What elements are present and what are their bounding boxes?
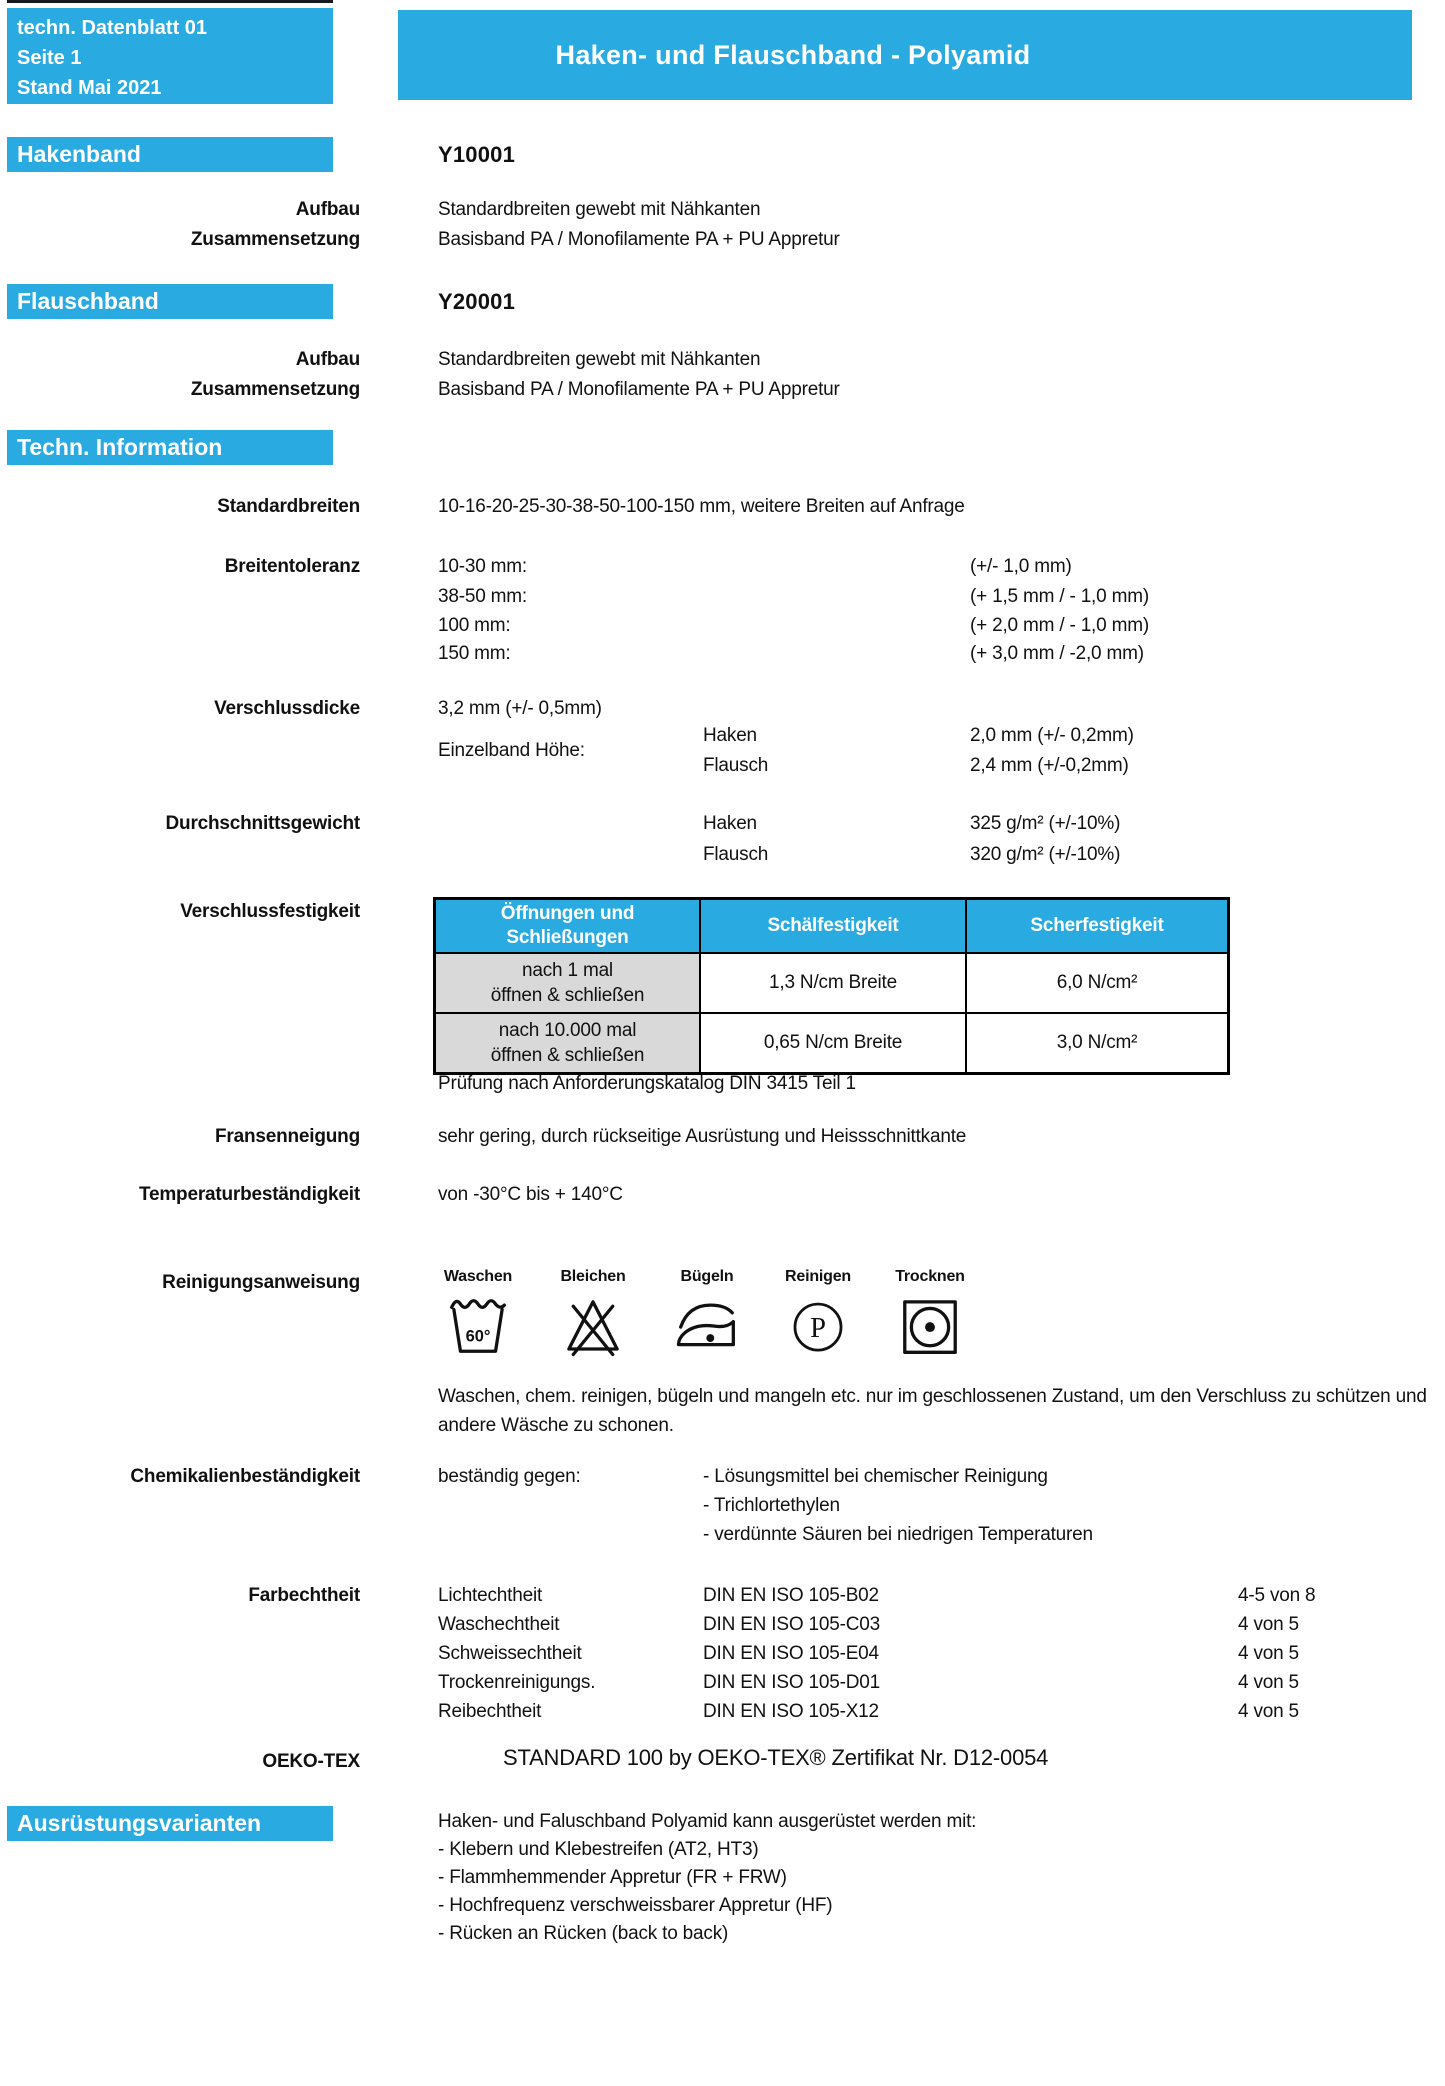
tolerance-value: (+ 3,0 mm / -2,0 mm): [970, 643, 1144, 664]
einzelband-name: Haken: [703, 725, 757, 746]
section-heading: Ausrüstungsvarianten: [17, 1810, 262, 1836]
value-zusammensetzung-flausch: Basisband PA / Monofilamente PA + PU Appretur: [438, 379, 840, 400]
chem-item: - Trichlortethylen: [703, 1495, 840, 1516]
gewicht-name: Haken: [703, 813, 757, 834]
label-standardbreiten: Standardbreiten: [217, 496, 360, 517]
section-bar-hakenband: [7, 137, 333, 172]
peel-cell: 1,3 N/cm Breite: [700, 953, 966, 1013]
oeko-tex-certificate: STANDARD 100 by OEKO-TEX® Zertifikat Nr. D12-0054: [503, 1745, 1049, 1770]
care-symbol-trocknen: [875, 1268, 985, 1360]
label-breitentoleranz: Breitentoleranz: [224, 556, 360, 577]
chem-intro: beständig gegen:: [438, 1466, 581, 1487]
wash-temp-text: 60°: [465, 1327, 491, 1346]
chem-item: - Lösungsmittel bei chemischer Reinigung: [703, 1466, 1048, 1487]
fastness-rating: 4 von 5: [1238, 1643, 1299, 1664]
table-caption: Prüfung nach Anforderungskatalog DIN 3415 Teil 1: [438, 1073, 856, 1094]
info-line-date: Stand Mai 2021: [17, 77, 162, 99]
cycles-cell: [435, 953, 701, 1013]
cell-line: nach 1 mal: [522, 960, 613, 981]
label-einzelband-hoehe: Einzelband Höhe:: [438, 740, 585, 761]
strength-table-header-shear: Scherfestigkeit: [966, 899, 1229, 954]
fastness-norm: DIN EN ISO 105-D01: [703, 1672, 880, 1693]
value-standardbreiten: 10-16-20-25-30-38-50-100-150 mm, weitere Breiten auf Anfrage: [438, 496, 965, 517]
info-line-page: Seite 1: [17, 47, 82, 69]
chem-item: - verdünnte Säuren bei niedrigen Temperaturen: [703, 1524, 1093, 1545]
einzelband-name: Flausch: [703, 755, 769, 776]
label-reinigungsanweisung: Reinigungsanweisung: [162, 1272, 360, 1293]
fastness-name: Trockenreinigungs.: [438, 1672, 596, 1693]
section-heading: Flauschband: [17, 288, 159, 314]
section-bar-ausruestungsvarianten: [7, 1806, 333, 1841]
ausruestung-item: - Hochfrequenz verschweissbarer Appretur (HF): [438, 1895, 833, 1916]
care-symbol-buegeln: [652, 1268, 762, 1360]
gewicht-name: Flausch: [703, 844, 769, 865]
cell-line: öffnen & schließen: [490, 1045, 645, 1066]
gewicht-value: 320 g/m² (+/-10%): [970, 844, 1121, 865]
care-symbol-label: Bügeln: [680, 1268, 734, 1285]
info-line-doc: techn. Datenblatt 01: [17, 17, 208, 39]
tolerance-size: 100 mm:: [438, 615, 511, 636]
dry-clean-p-icon: [784, 1292, 852, 1360]
page-title: Haken- und Flauschband - Polyamid: [555, 39, 1031, 70]
tolerance-value: (+/- 1,0 mm): [970, 556, 1072, 577]
tumble-dry-icon: [896, 1292, 964, 1360]
shear-cell: 3,0 N/cm²: [966, 1013, 1229, 1074]
care-symbol-waschen: [423, 1268, 533, 1360]
label-oeko-tex: OEKO-TEX: [262, 1751, 360, 1772]
header-line: Öffnungen und: [500, 903, 635, 924]
iron-one-dot-icon: [673, 1292, 741, 1360]
section-heading: Techn. Information: [17, 434, 223, 460]
dry-clean-letter: P: [810, 1312, 826, 1344]
tolerance-size: 150 mm:: [438, 643, 511, 664]
fastness-rating: 4 von 5: [1238, 1672, 1299, 1693]
value-zusammensetzung-haken: Basisband PA / Monofilamente PA + PU Appretur: [438, 229, 840, 250]
hakenband-code: Y10001: [438, 142, 516, 167]
fastness-norm: DIN EN ISO 105-X12: [703, 1701, 879, 1722]
section-heading: Hakenband: [17, 141, 141, 167]
value-aufbau-haken: Standardbreiten gewebt mit Nähkanten: [438, 199, 761, 220]
shear-cell: 6,0 N/cm²: [966, 953, 1229, 1013]
value-temperaturbestaendigkeit: von -30°C bis + 140°C: [438, 1184, 623, 1205]
fastness-name: Lichtechtheit: [438, 1585, 543, 1606]
ausruestung-item: - Rücken an Rücken (back to back): [438, 1923, 729, 1944]
value-verschlussdicke: 3,2 mm (+/- 0,5mm): [438, 698, 602, 719]
cell-line: öffnen & schließen: [490, 985, 645, 1006]
section-bar-flauschband: [7, 284, 333, 319]
value-fransenneigung: sehr gering, durch rückseitige Ausrüstung und Heissschnittkante: [438, 1126, 967, 1147]
strength-table-header-peel: Schälfestigkeit: [700, 899, 966, 954]
label-zusammensetzung-flausch: Zusammensetzung: [190, 379, 360, 400]
label-chemikalienbestaendigkeit: Chemikalienbeständigkeit: [130, 1466, 360, 1487]
wash-tub-60-icon: [444, 1292, 512, 1360]
einzelband-value: 2,0 mm (+/- 0,2mm): [970, 725, 1134, 746]
label-verschlussfestigkeit: Verschlussfestigkeit: [180, 901, 360, 922]
care-symbol-bleichen: [538, 1268, 648, 1360]
label-verschlussdicke: Verschlussdicke: [214, 698, 360, 719]
top-crop-artifact: [7, 0, 333, 3]
fastness-norm: DIN EN ISO 105-C03: [703, 1614, 880, 1635]
fastness-rating: 4-5 von 8: [1238, 1585, 1316, 1606]
ausruestung-item: - Klebern und Klebestreifen (AT2, HT3): [438, 1839, 759, 1860]
ausruestung-intro: Haken- und Faluschband Polyamid kann ausgerüstet werden mit:: [438, 1811, 977, 1832]
header-line: Schließungen: [506, 927, 629, 948]
care-symbol-label: Trocknen: [895, 1268, 965, 1285]
peel-cell: 0,65 N/cm Breite: [700, 1013, 966, 1074]
strength-table: [433, 897, 1230, 1075]
label-durchschnittsgewicht: Durchschnittsgewicht: [165, 813, 360, 834]
info-box: [7, 8, 333, 104]
fastness-norm: DIN EN ISO 105-E04: [703, 1643, 879, 1664]
ausruestung-item: - Flammhemmender Appretur (FR + FRW): [438, 1867, 787, 1888]
care-symbol-label: Bleichen: [560, 1268, 626, 1285]
label-aufbau-flausch: Aufbau: [295, 349, 360, 370]
einzelband-value: 2,4 mm (+/-0,2mm): [970, 755, 1129, 776]
do-not-bleach-icon: [559, 1292, 627, 1360]
care-symbol-label: Reinigen: [785, 1268, 851, 1285]
tolerance-size: 38-50 mm:: [438, 586, 528, 607]
tolerance-value: (+ 2,0 mm / - 1,0 mm): [970, 615, 1149, 636]
fastness-rating: 4 von 5: [1238, 1614, 1299, 1635]
care-symbol-label: Waschen: [443, 1268, 513, 1285]
value-aufbau-flausch: Standardbreiten gewebt mit Nähkanten: [438, 349, 761, 370]
tolerance-value: (+ 1,5 mm / - 1,0 mm): [970, 586, 1149, 607]
fastness-name: Schweissechtheit: [438, 1643, 582, 1664]
section-bar-techinfo: [7, 430, 333, 465]
label-zusammensetzung-haken: Zusammensetzung: [190, 229, 360, 250]
table-row: [435, 1013, 1229, 1074]
fastness-rating: 4 von 5: [1238, 1701, 1299, 1722]
label-temperaturbestaendigkeit: Temperaturbeständigkeit: [139, 1184, 360, 1205]
cell-line: nach 10.000 mal: [498, 1020, 637, 1041]
flauschband-code: Y20001: [438, 289, 516, 314]
table-row: [435, 953, 1229, 1013]
label-farbechtheit: Farbechtheit: [248, 1585, 360, 1606]
fastness-name: Waschechtheit: [438, 1614, 560, 1635]
tolerance-size: 10-30 mm:: [438, 556, 528, 577]
care-note: Waschen, chem. reinigen, bügeln und mangeln etc. nur im geschlossenen Zustand, um den Verschluss zu schützen und andere Wäsche zu schonen.: [438, 1386, 1427, 1436]
page-title-bar: [398, 10, 1412, 100]
label-aufbau-haken: Aufbau: [295, 199, 360, 220]
label-fransenneigung: Fransenneigung: [215, 1126, 360, 1147]
fastness-name: Reibechtheit: [438, 1701, 542, 1722]
care-symbol-reinigen: [763, 1268, 873, 1360]
fastness-norm: DIN EN ISO 105-B02: [703, 1585, 879, 1606]
gewicht-value: 325 g/m² (+/-10%): [970, 813, 1121, 834]
strength-table-header-cycles: [435, 899, 701, 954]
cycles-cell: [435, 1013, 701, 1074]
